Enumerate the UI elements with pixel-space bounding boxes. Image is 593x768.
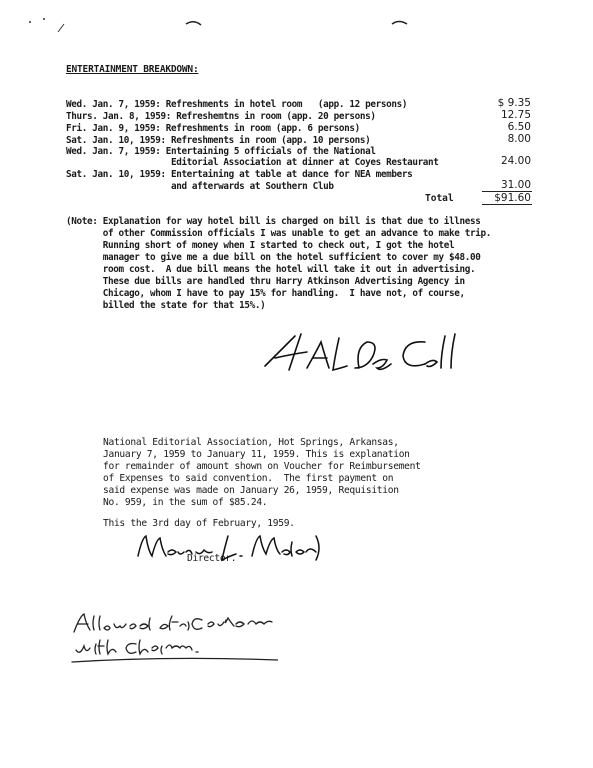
- entry-line: and afterwards at Southern Club: [66, 181, 334, 192]
- entry-amount: 12.75: [500, 109, 531, 121]
- explanation-line: for remainder of amount shown on Voucher for Reimbursement: [103, 461, 421, 472]
- entry-line: Sat. Jan. 10, 1959: Refreshments in room (app. 10 persons): [66, 135, 371, 146]
- total-rule-bottom: [482, 204, 532, 205]
- explanation-line: National Editorial Association, Hot Springs, Arkansas,: [103, 437, 399, 448]
- entry-line: Wed. Jan. 7, 1959: Refreshments in hotel room (app. 12 persons): [66, 99, 408, 110]
- explanation-line: No. 959, in the sum of $85.24.: [103, 497, 268, 508]
- note-line: Running short of money when I started to check out, I got the hotel: [66, 240, 455, 251]
- note-line: billed the state for that 15%.): [66, 300, 266, 311]
- note-line: manager to give me a due bill on the hotel sufficient to cover my $48.00: [66, 252, 481, 263]
- scan-marks: [0, 0, 593, 60]
- entry-line: Wed. Jan. 7, 1959: Entertaining 5 officials of the National: [66, 146, 376, 157]
- total-amount: $91.60: [494, 192, 531, 204]
- explanation-line: of Expenses to said convention. The first payment on: [103, 473, 394, 484]
- explanation-line: said expense was made on January 26, 1959, Requisition: [103, 485, 399, 496]
- entry-amount: 6.50: [507, 121, 531, 133]
- note-line: room cost. A due bill means the hotel will take it out in advertising.: [66, 264, 476, 275]
- total-label: Total: [425, 193, 454, 204]
- note-line: (Note: Explanation for way hotel bill is charged on bill is that due to illness: [66, 216, 481, 227]
- explanation-line: January 7, 1959 to January 11, 1959. This is explanation: [103, 449, 410, 460]
- entry-amount: $ 9.35: [497, 97, 531, 109]
- note-line: Chicago, whom I have to pay 15% for handling. I have not, of course,: [66, 288, 465, 299]
- entry-line: Editorial Association at dinner at Coyes Restaurant: [66, 157, 439, 168]
- entry-line: Sat. Jan. 10, 1959: Entertaining at table at dance for NEA members: [66, 169, 413, 180]
- note-line: of other Commission officials I was unable to get an advance to make trip.: [66, 228, 492, 239]
- entry-line: Fri. Jan. 9, 1959: Refreshments in room (app. 6 persons): [66, 123, 360, 134]
- entertainment-heading: ENTERTAINMENT BREAKDOWN:: [66, 64, 199, 75]
- handwritten-allowed-note: [68, 608, 278, 670]
- entry-amount: 8.00: [507, 133, 531, 145]
- director-label: Director.: [187, 553, 237, 564]
- note-line: These due bills are handled thru Harry Atkinson Advertising Agency in: [66, 276, 465, 287]
- signature-hal-decell: [255, 328, 465, 378]
- date-line: This the 3rd day of February, 1959.: [103, 518, 295, 529]
- entry-amount: 31.00: [500, 179, 531, 191]
- entry-line: Thurs. Jan. 8, 1959: Refreshemtns in room (app. 20 persons): [66, 111, 376, 122]
- entry-amount: 24.00: [500, 155, 531, 167]
